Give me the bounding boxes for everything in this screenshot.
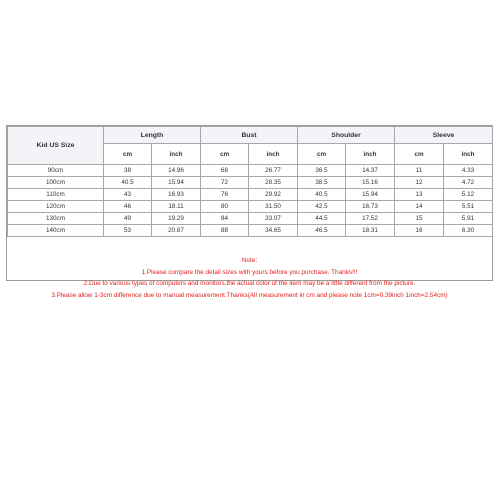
- table-cell: 38.5: [298, 177, 346, 189]
- table-cell: 18.11: [152, 201, 201, 213]
- size-table: [7, 126, 493, 237]
- table-cell: 14.96: [152, 165, 201, 177]
- table-cell: 40.5: [104, 177, 152, 189]
- table-cell: 46: [104, 201, 152, 213]
- table-cell: 34.65: [249, 225, 298, 237]
- table-cell: 5.91: [444, 213, 493, 225]
- table-row: [8, 165, 493, 177]
- table-cell: 16.73: [346, 201, 395, 213]
- table-cell: 14: [395, 201, 444, 213]
- size-cell: 110cm: [8, 189, 104, 201]
- table-cell: 18.31: [346, 225, 395, 237]
- table-cell: 5.51: [444, 201, 493, 213]
- table-cell: 40.5: [298, 189, 346, 201]
- table-cell: 76: [201, 189, 249, 201]
- table-cell: 43: [104, 189, 152, 201]
- table-cell: 15.94: [346, 189, 395, 201]
- table-cell: 44.5: [298, 213, 346, 225]
- table-cell: 16: [395, 225, 444, 237]
- table-cell: 4.72: [444, 177, 493, 189]
- unit-header: inch: [346, 144, 395, 165]
- table-cell: 15.16: [346, 177, 395, 189]
- table-cell: 28.35: [249, 177, 298, 189]
- table-row: [8, 201, 493, 213]
- table-cell: 5.12: [444, 189, 493, 201]
- table-cell: 19.29: [152, 213, 201, 225]
- size-cell: 90cm: [8, 165, 104, 177]
- table-cell: 29.92: [249, 189, 298, 201]
- table-cell: 13: [395, 189, 444, 201]
- size-chart: [6, 125, 493, 299]
- size-cell: 130cm: [8, 213, 104, 225]
- table-cell: 49: [104, 213, 152, 225]
- table-cell: 16.93: [152, 189, 201, 201]
- table-cell: 53: [104, 225, 152, 237]
- table-cell: 17.52: [346, 213, 395, 225]
- table-cell: 80: [201, 201, 249, 213]
- table-cell: 15.94: [152, 177, 201, 189]
- note-line: 3.Please allow 1-3cm difference due to manual measurement.Thanks(All measurement in cm and please note 1cm=0.39inch 1inch=2.54cm): [51, 291, 448, 299]
- table-row: [8, 213, 493, 225]
- unit-header: cm: [298, 144, 346, 165]
- shoulder-header: Shoulder: [298, 127, 395, 144]
- table-cell: 14.37: [346, 165, 395, 177]
- unit-header: cm: [395, 144, 444, 165]
- table-cell: 6.30: [444, 225, 493, 237]
- kid-size-header: Kid US Size: [8, 127, 104, 165]
- table-cell: 38: [104, 165, 152, 177]
- table-cell: 42.5: [298, 201, 346, 213]
- table-cell: 88: [201, 225, 249, 237]
- table-cell: 72: [201, 177, 249, 189]
- table-cell: 68: [201, 165, 249, 177]
- note-title: Note:: [241, 257, 258, 264]
- table-cell: 84: [201, 213, 249, 225]
- table-cell: 31.50: [249, 201, 298, 213]
- sleeve-header: Sleeve: [395, 127, 493, 144]
- unit-header: inch: [152, 144, 201, 165]
- unit-header: cm: [104, 144, 152, 165]
- notes-section: [7, 255, 492, 301]
- table-cell: 11: [395, 165, 444, 177]
- note-line: 2.Due to various types of computers and monitors,the actual color of the item may be a little different from the picture.: [83, 280, 416, 287]
- bust-header: Bust: [201, 127, 298, 144]
- table-cell: 46.5: [298, 225, 346, 237]
- table-row: [8, 189, 493, 201]
- table-cell: 4.33: [444, 165, 493, 177]
- table-cell: 33.07: [249, 213, 298, 225]
- table-row: [8, 177, 493, 189]
- unit-header: inch: [249, 144, 298, 165]
- table-cell: 15: [395, 213, 444, 225]
- table-cell: 36.5: [298, 165, 346, 177]
- unit-header: inch: [444, 144, 493, 165]
- table-row: [8, 225, 493, 237]
- table-cell: 12: [395, 177, 444, 189]
- size-cell: 100cm: [8, 177, 104, 189]
- table-cell: 20.87: [152, 225, 201, 237]
- table-cell: 26.77: [249, 165, 298, 177]
- note-line: 1.Please compare the detail sizes with yours before you purchase. Thanks!!!: [141, 268, 358, 276]
- length-header: Length: [104, 127, 201, 144]
- unit-header: cm: [201, 144, 249, 165]
- size-cell: 140cm: [8, 225, 104, 237]
- size-cell: 120cm: [8, 201, 104, 213]
